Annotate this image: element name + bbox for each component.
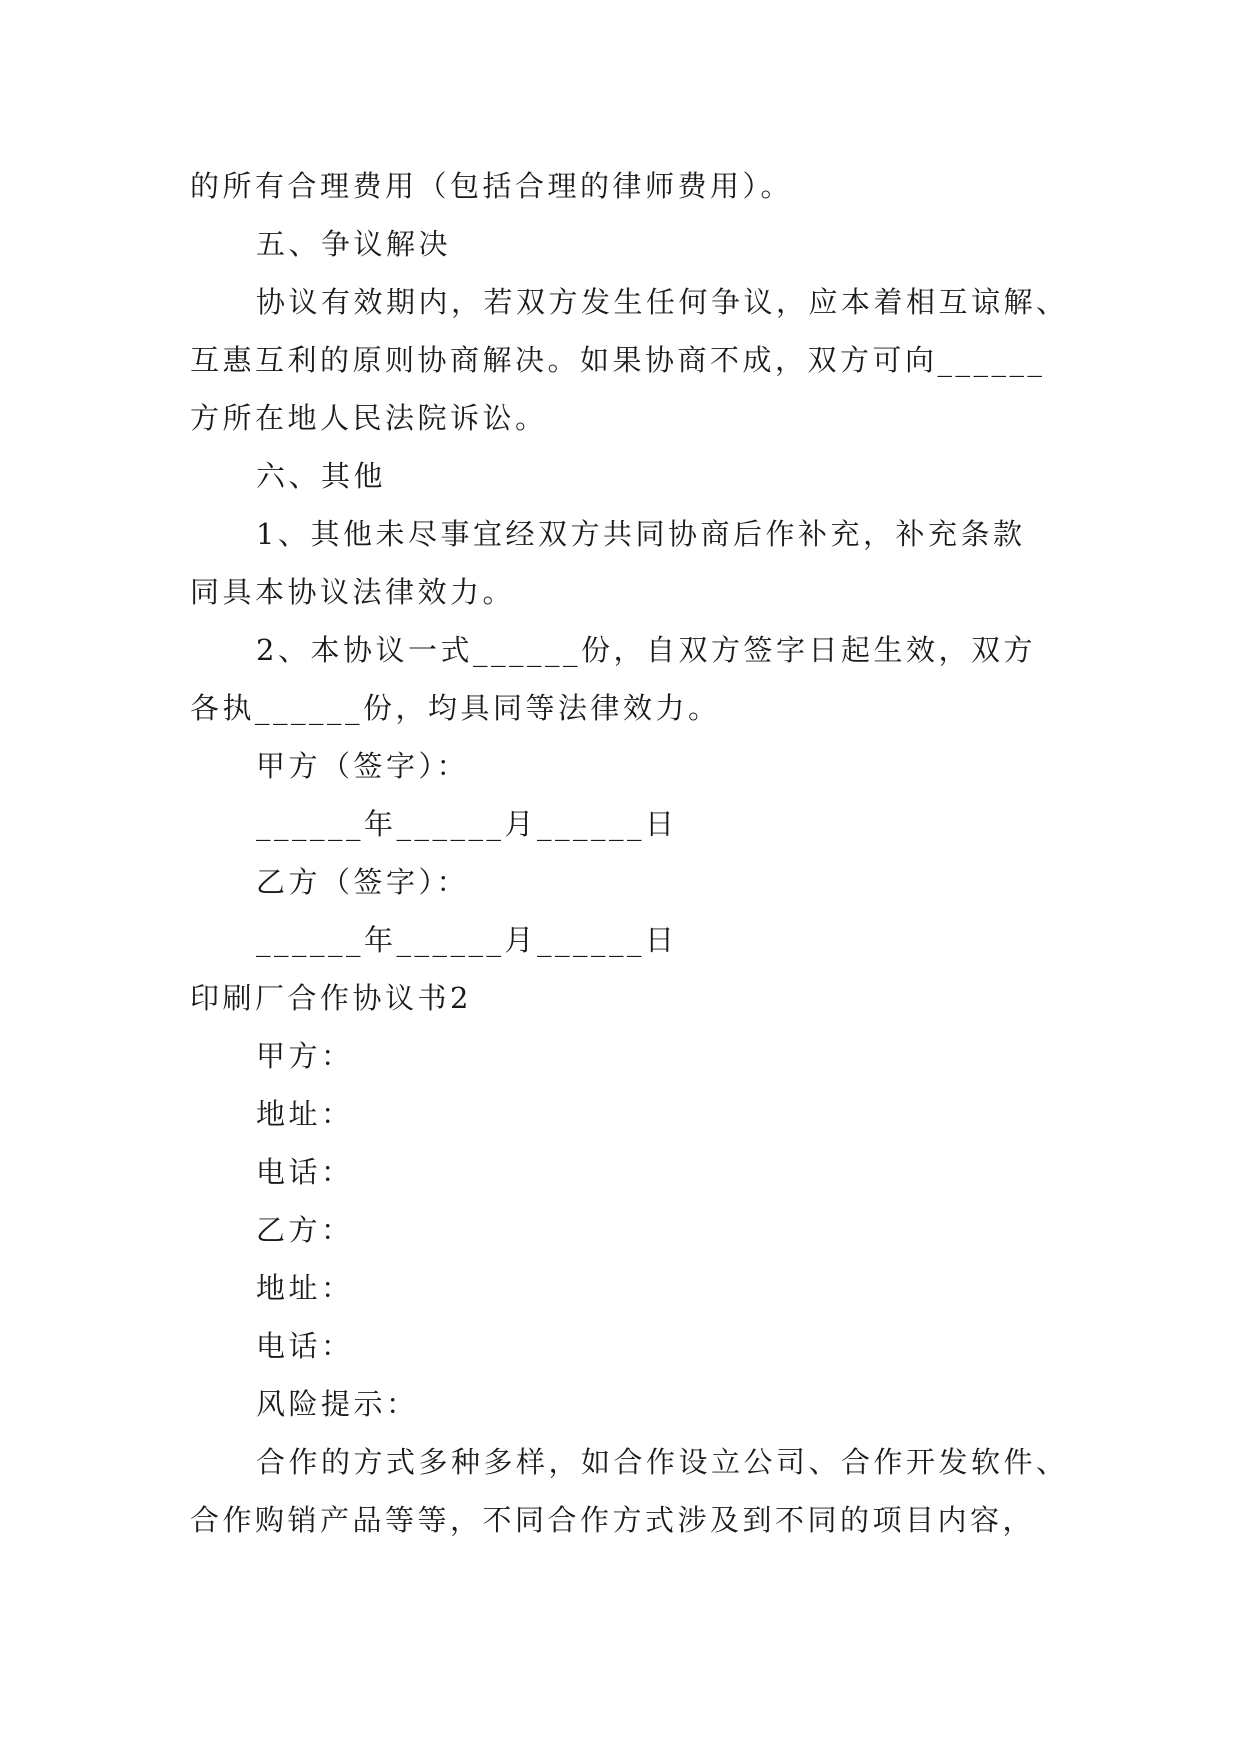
paragraph-line: 互惠互利的原则协商解决。如果协商不成，双方可向______ [190,343,1046,377]
paragraph-line: 2、本协议一式______份，自双方签字日起生效，双方 [256,633,1036,667]
paragraph-line: 1、其他未尽事宜经双方共同协商后作补充，补充条款 [256,517,1026,551]
party-b-label: 乙方： [256,1213,354,1247]
paragraph-line: 方所在地人民法院诉讼。 [190,401,548,435]
document-title: 印刷厂合作协议书2 [190,981,472,1015]
section-heading-other: 六、其他 [256,459,387,493]
party-a-signature-label: 甲方（签字）： [256,749,470,783]
section-heading-dispute: 五、争议解决 [256,227,452,261]
party-a-date-line: ______年______月______日 [256,807,678,841]
party-b-signature-label: 乙方（签字）： [256,865,470,899]
party-a-phone-label: 电话： [256,1155,354,1189]
paragraph-line: 同具本协议法律效力。 [190,575,516,609]
paragraph-line: 合作的方式多种多样，如合作设立公司、合作开发软件、 [256,1445,1069,1479]
party-b-address-label: 地址： [256,1271,354,1305]
paragraph-line: 各执______份，均具同等法律效力。 [190,691,721,725]
party-a-label: 甲方： [256,1039,354,1073]
risk-notice-heading: 风险提示： [256,1387,419,1421]
party-b-date-line: ______年______月______日 [256,923,678,957]
party-a-address-label: 地址： [256,1097,354,1131]
paragraph-line: 的所有合理费用（包括合理的律师费用）。 [190,169,794,203]
paragraph-line: 协议有效期内，若双方发生任何争议，应本着相互谅解、 [256,285,1069,319]
paragraph-line: 合作购销产品等等，不同合作方式涉及到不同的项目内容， [190,1503,1036,1537]
party-b-phone-label: 电话： [256,1329,354,1363]
